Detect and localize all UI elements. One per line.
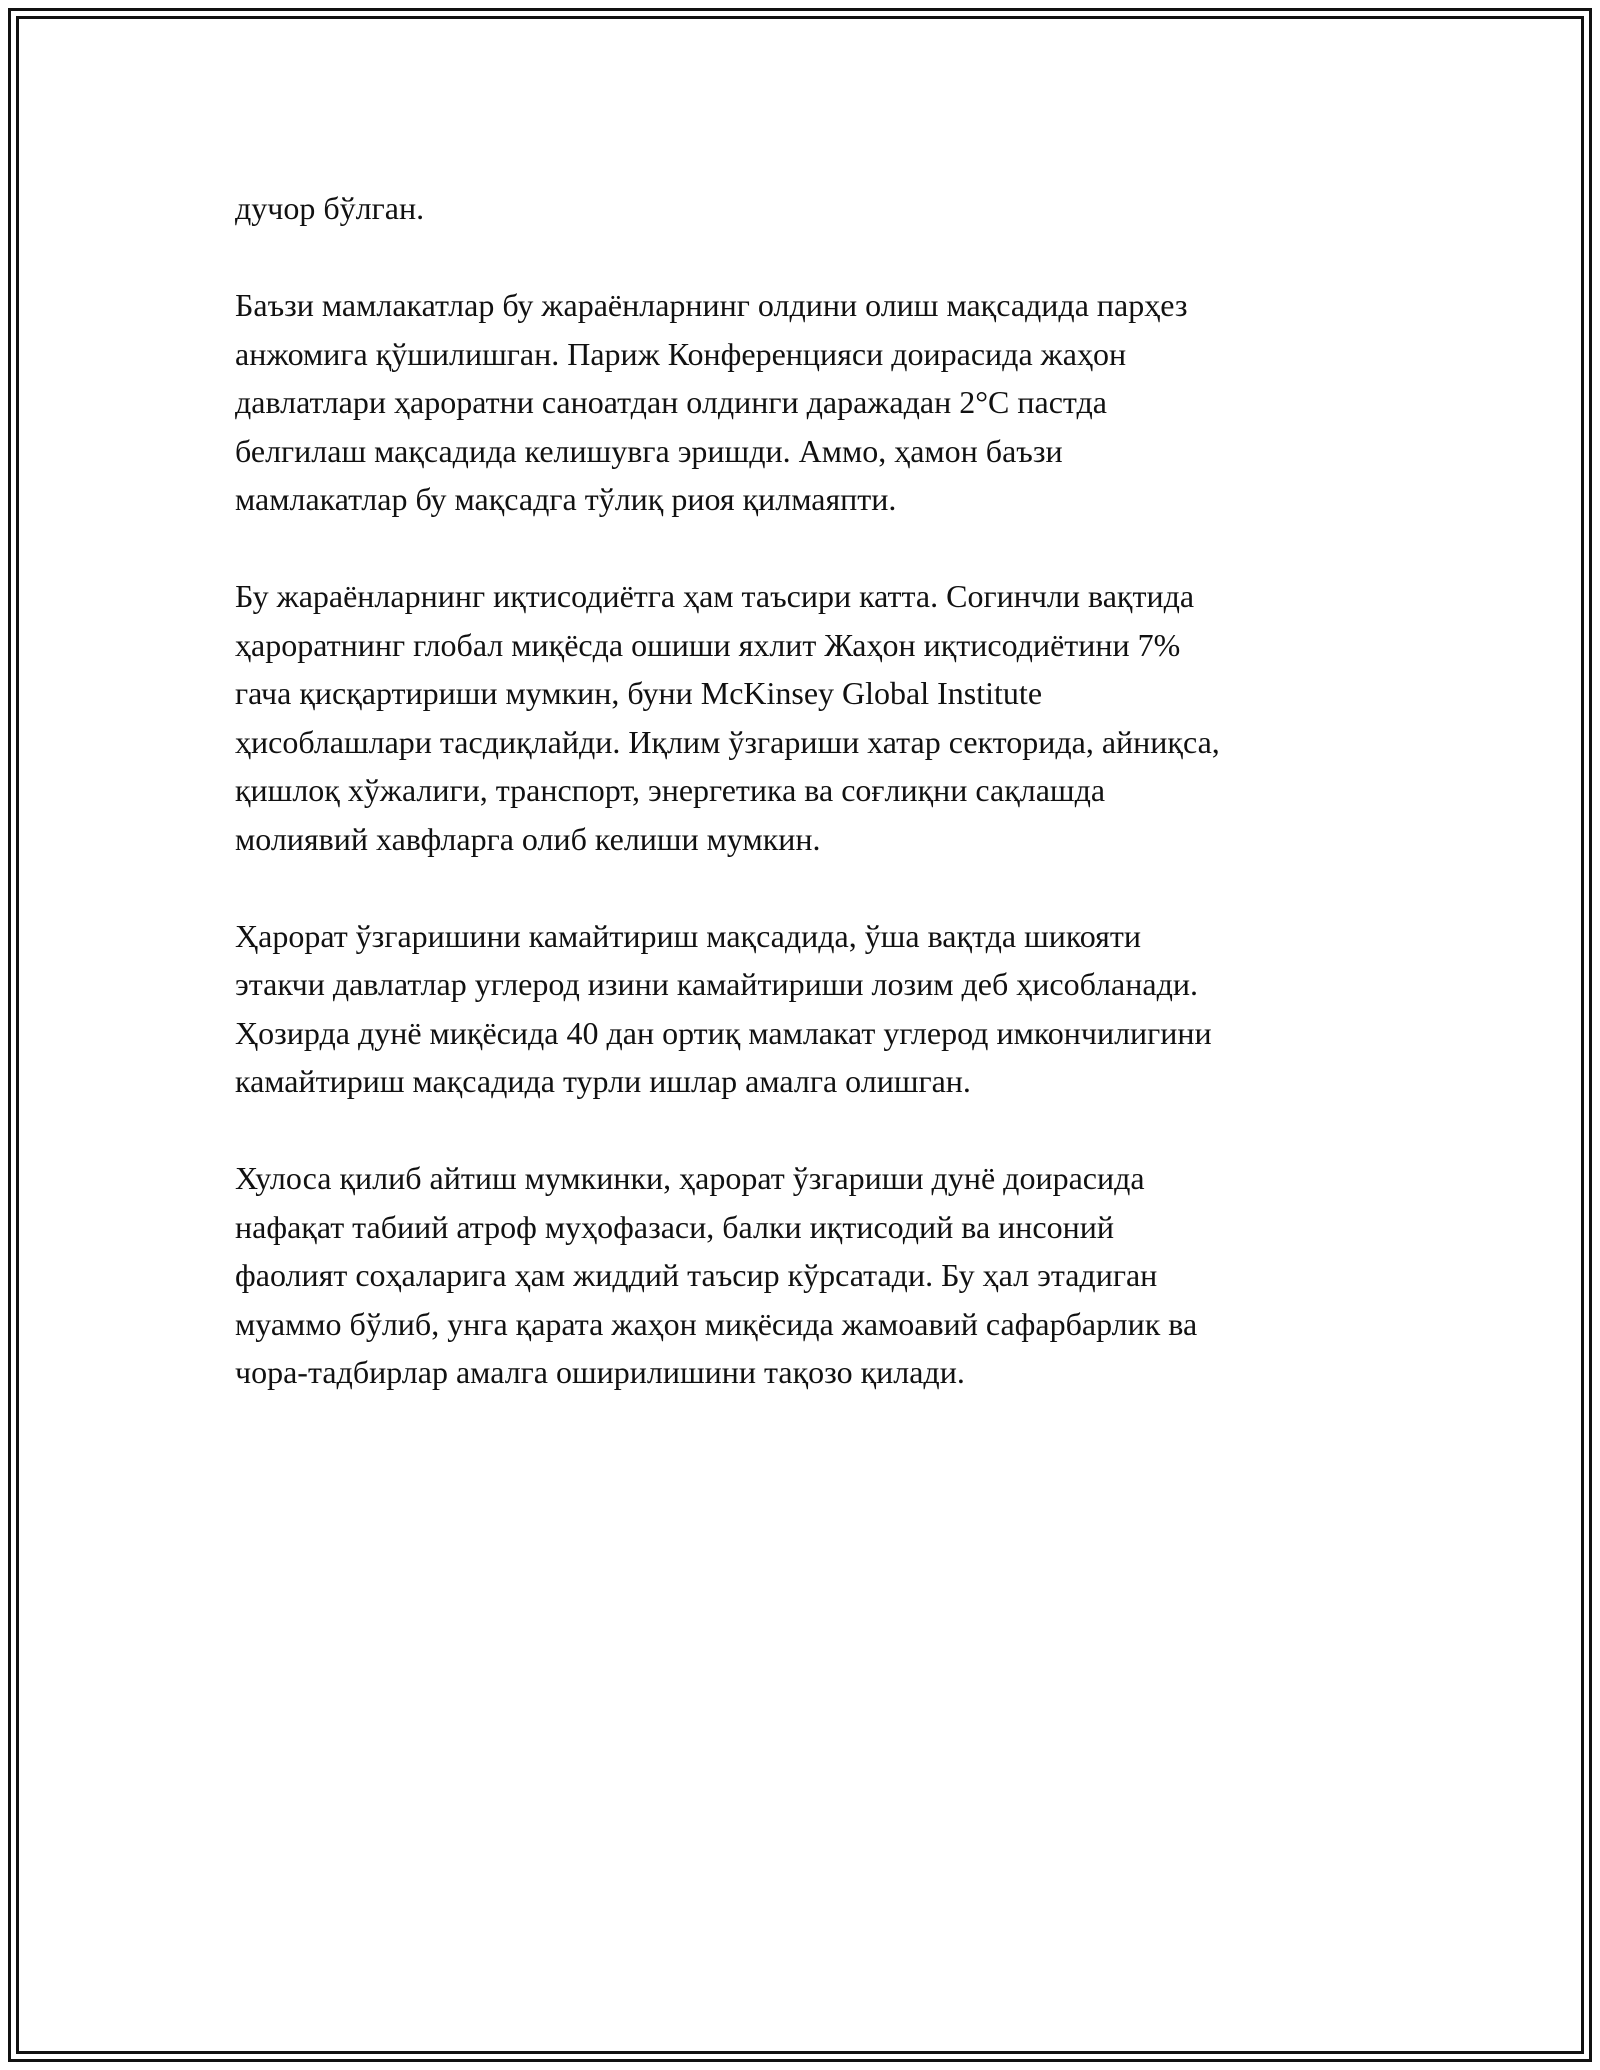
text-line: ҳароратнинг глобал миқёсда ошиши яхлит Жаҳон иқтисодиётини 7% bbox=[235, 626, 1181, 663]
text-line: қишлоқ хўжалиги, транспорт, энергетика ва соғлиқни сақлашда bbox=[235, 772, 1106, 808]
text-line: этакчи давлатлар углерод изини камайтириши лозим деб ҳисобланади. bbox=[235, 966, 1198, 1002]
text-line: молиявий хавфларга олиб келиши мумкин. bbox=[235, 820, 821, 857]
text-line: камайтириш мақсадида турли ишлар амалга олишган. bbox=[235, 1063, 971, 1099]
text-line: мамлакатлар бу мақсадга тўлиқ риоя қилмаяпти. bbox=[235, 481, 897, 517]
text-line: Ҳозирда дунё миқёсида 40 дан ортиқ мамлакат углерод имкончилигини bbox=[235, 1014, 1212, 1051]
text-line: Ҳарорат ўзгаришини камайтириш мақсадида, ўша вақтда шикояти bbox=[235, 917, 1141, 954]
text-line: дучор бўлган. bbox=[235, 190, 425, 226]
paragraph-3 bbox=[235, 572, 1385, 863]
text-line: нафақат табиий атроф муҳофазаси, балки иқтисодий ва инсоний bbox=[235, 1208, 1114, 1245]
text-line: чора-тадбирлар амалга оширилишини тақозо қилади. bbox=[235, 1354, 965, 1390]
text-line: белгилаш мақсадида келишувга эришди. Аммо, ҳамон баъзи bbox=[235, 432, 1063, 469]
text-line: Хулоса қилиб айтиш мумкинки, ҳарорат ўзгариши дунё доирасида bbox=[235, 1160, 1145, 1196]
text-line: гача қисқартириши мумкин, буни McKinsey Global Institute bbox=[235, 675, 1043, 711]
text-line: ҳисоблашлари тасдиқлайди. Иқлим ўзгариши хатар секторида, айниқса, bbox=[235, 723, 1220, 760]
text-line: Бу жараёнларнинг иқтисодиётга ҳам таъсири катта. Согинчли вақтида bbox=[235, 578, 1195, 614]
paragraph-1 bbox=[235, 184, 1385, 233]
text-line: фаолият соҳаларига ҳам жиддий таъсир кўрсатади. Бу ҳал этадиган bbox=[235, 1257, 1158, 1293]
paragraph-2 bbox=[235, 281, 1385, 524]
text-line: муаммо бўлиб, унга қарата жаҳон миқёсида жамоавий сафарбарлик ва bbox=[235, 1305, 1198, 1342]
text-line: давлатлари ҳароратни саноатдан олдинги даражадан 2°C пастда bbox=[235, 384, 1107, 420]
document-body bbox=[235, 184, 1385, 1445]
paragraph-4 bbox=[235, 912, 1385, 1106]
text-line: анжомига қўшилишган. Париж Конференцияси доирасида жаҳон bbox=[235, 335, 1127, 372]
paragraph-5 bbox=[235, 1154, 1385, 1397]
text-line: Баъзи мамлакатлар бу жараёнларнинг олдини олиш мақсадида парҳез bbox=[235, 287, 1188, 323]
